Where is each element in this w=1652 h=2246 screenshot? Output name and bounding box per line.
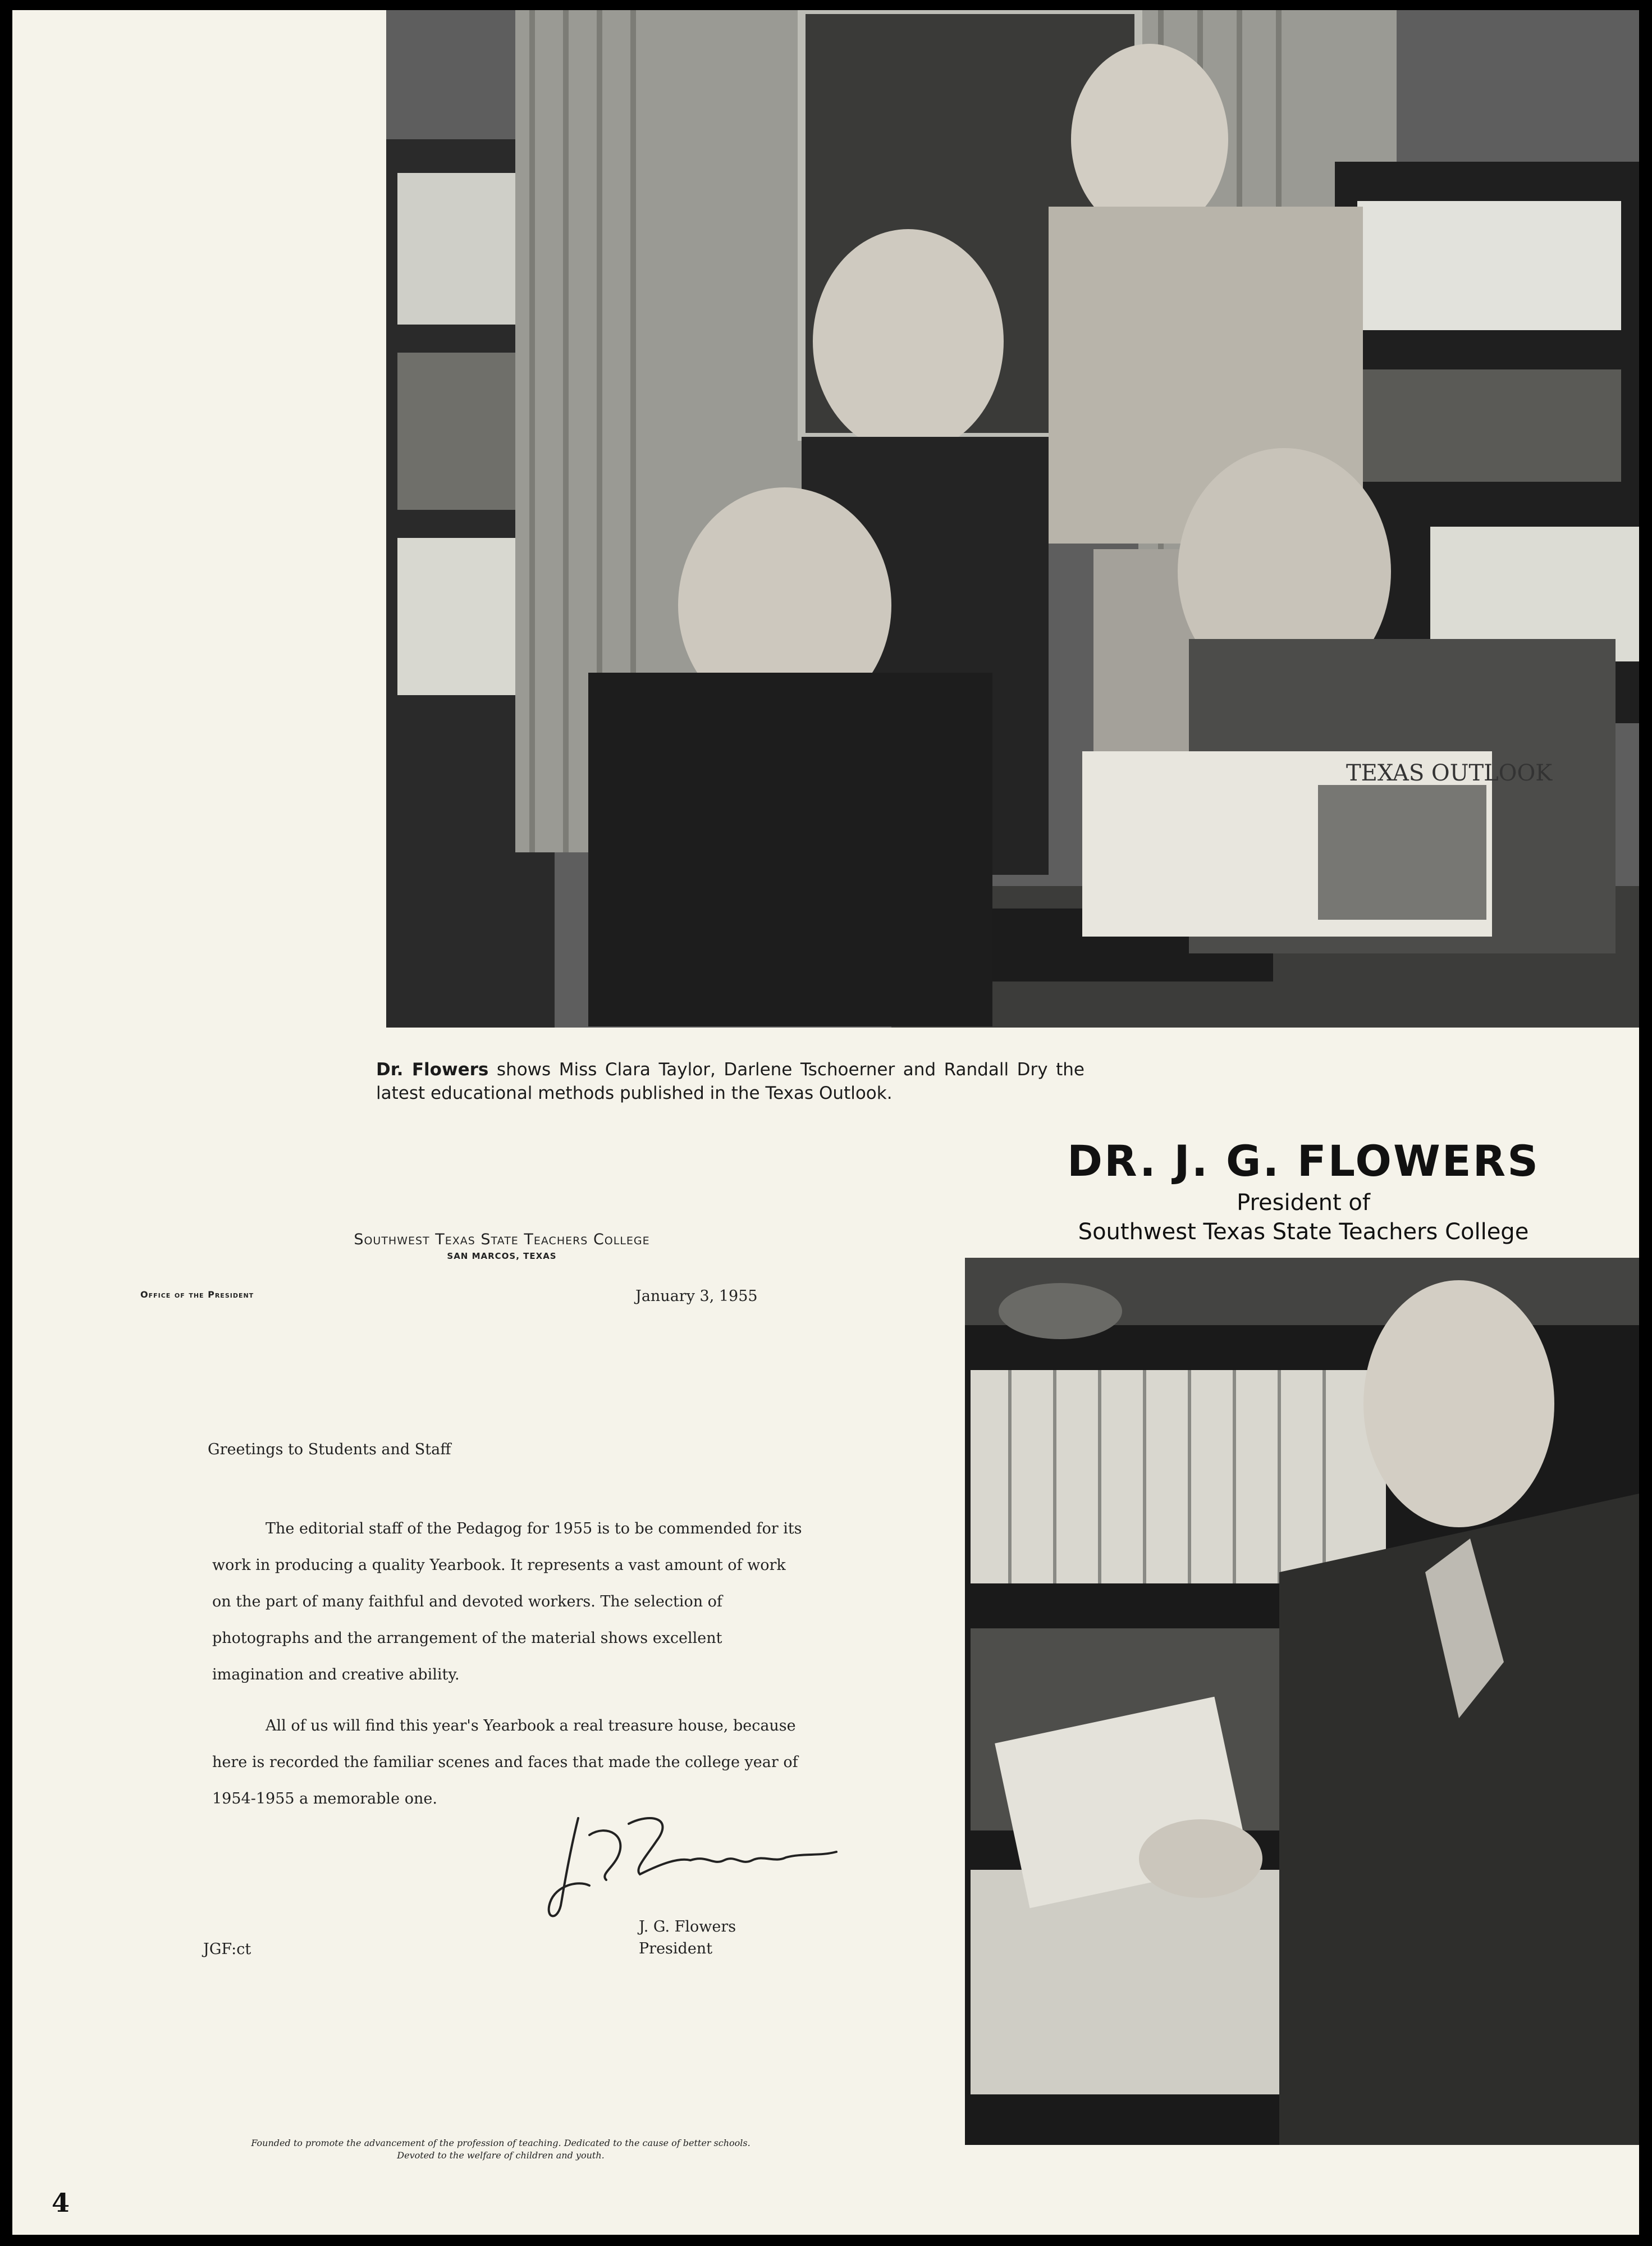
caption-text: shows Miss Clara Taylor, Darlene Tschoerner and Randall Dry the latest educational methods published in the Texas Outlook. — [376, 1060, 1084, 1103]
institution-name: Southwest Texas State Teachers College — [1078, 1219, 1529, 1245]
signature-image — [539, 1801, 842, 1936]
letterhead-college: Southwest Texas State Teachers College — [354, 1231, 650, 1248]
letter-paragraph-1: The editorial staff of the Pedagog for 1955 is to be commended for its work in producing a quality Yearbook. It represents a vast amount of work on the part of many faithful and devoted workers. The selection of photographs and the arrangement of the material shows excellent imagination and creative ability. — [212, 1520, 802, 1683]
president-name: DR. J. G. FLOWERS — [1067, 1136, 1540, 1186]
letter-greeting: Greetings to Students and Staff — [208, 1441, 451, 1458]
president-heading — [1012, 1134, 1595, 1247]
magazine-title: TEXAS OUTLOOK — [1346, 760, 1553, 786]
letter-paragraph-2: All of us will find this year's Yearbook a real treasure house, because here is recorded the familiar scenes and faces that made the college year of 1954-1955 a memorable one. — [212, 1717, 798, 1807]
letter-date: January 3, 1955 — [635, 1288, 758, 1305]
caption-lead: Dr. Flowers — [376, 1060, 489, 1080]
yearbook-page — [12, 10, 1639, 2235]
letterhead-footer: Founded to promote the advancement of the profession of teaching. Dedicated to the cause of better schools. Devoted to the welfare of children and youth. — [251, 2138, 751, 2161]
typist-initials: JGF:ct — [203, 1941, 251, 1958]
president-photo — [965, 1258, 1639, 2145]
group-photo — [386, 10, 1639, 1028]
signer-name: J. G. Flowers — [639, 1918, 736, 1935]
president-role: President of — [1237, 1190, 1370, 1216]
letterhead-city: SAN MARCOS, TEXAS — [447, 1251, 557, 1261]
group-photo-image — [386, 10, 1639, 1028]
signer-title: President — [639, 1940, 713, 1957]
page-number: 4 — [52, 2188, 70, 2218]
letterhead-office: Office of the President — [140, 1289, 254, 1300]
president-photo-image — [965, 1258, 1639, 2145]
photo-caption — [376, 1058, 1084, 1105]
